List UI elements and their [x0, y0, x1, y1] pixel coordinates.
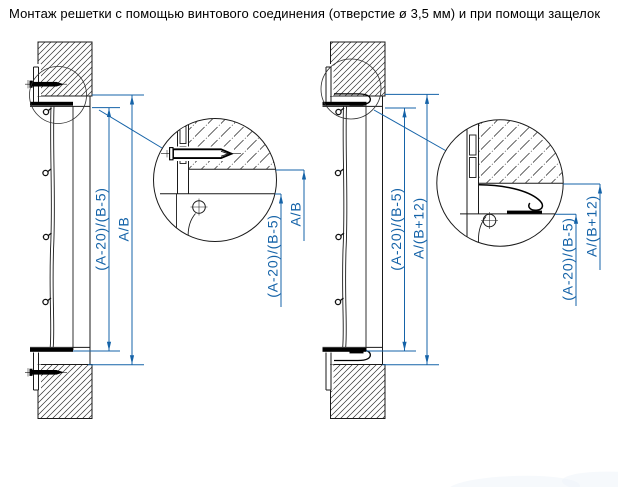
wall-section-top	[331, 42, 386, 96]
dim-label-outer: А/В	[115, 216, 132, 242]
detail-dim-label-outer: А/В	[287, 201, 304, 227]
detail-dim-label-inner: (А-20)/(В-5)	[559, 217, 576, 301]
detail-wall-hatch	[479, 112, 571, 183]
detail-dimension-inner	[555, 214, 578, 306]
detail-dim-label-outer: А/(В+12)	[583, 194, 600, 258]
dim-label-inner: (А-20)/(В-5)	[92, 187, 109, 271]
detail-view-screw	[154, 112, 307, 307]
diagram-latch-mount	[321, 42, 602, 419]
duct-lines	[73, 96, 90, 365]
grille-frame	[323, 102, 383, 352]
dim-label-outer: А/(В+12)	[410, 196, 427, 260]
diagram-screw-mount	[25, 42, 306, 419]
dim-label-inner: (А-20)/(В-5)	[388, 187, 404, 271]
page-title: Монтаж решетки с помощью винтового соединения (отверстие ø 3,5 мм) и при помощи защелок	[9, 6, 601, 21]
wall-section-bottom	[331, 365, 386, 419]
detail-leader-line	[374, 110, 446, 151]
grille-face	[43, 107, 55, 348]
dimension-inner	[73, 108, 120, 351]
grille-frame	[30, 102, 90, 352]
detail-screw	[161, 147, 241, 162]
detail-leader-line	[99, 110, 162, 148]
detail-view-latch	[437, 112, 602, 306]
detail-dim-label-inner: (А-20)/(В-5)	[264, 214, 281, 298]
duct-lines	[366, 96, 383, 365]
dimension-inner	[366, 108, 416, 351]
grille-face	[335, 107, 347, 348]
